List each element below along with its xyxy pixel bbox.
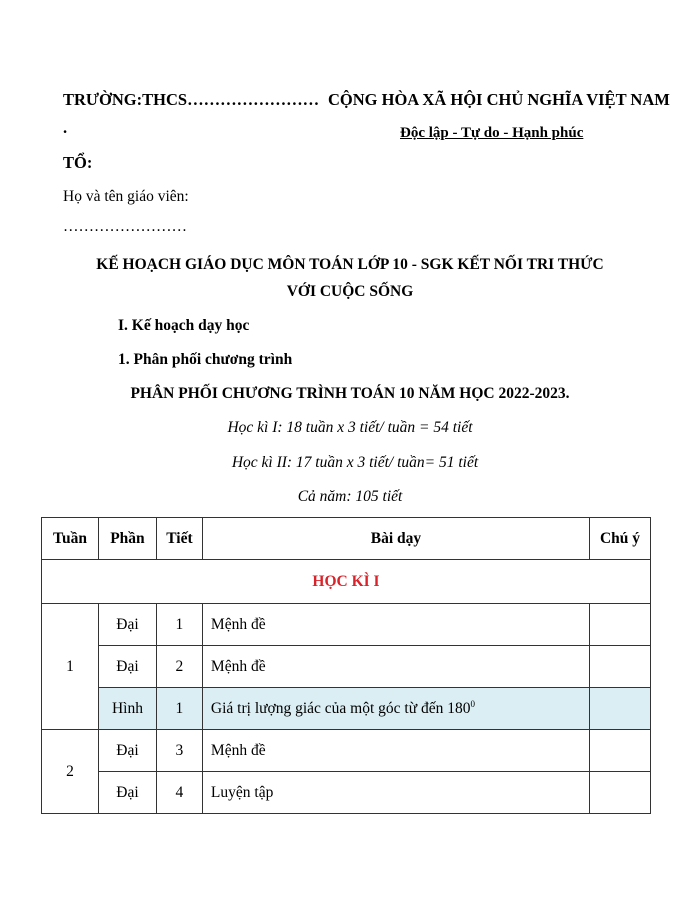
year-summary: Cả năm: 105 tiết (297, 488, 403, 505)
header-week: Tuần (42, 518, 99, 560)
section-heading: I. Kế hoạch dạy học (118, 317, 250, 334)
period-cell: 4 (156, 772, 202, 814)
header-lesson: Bài dạy (202, 518, 589, 560)
lesson-cell (202, 688, 589, 730)
note-cell (590, 772, 651, 814)
school-name: TRƯỜNG:THCS…………………… (63, 90, 320, 109)
subsection-heading: 1. Phân phối chương trình (118, 351, 293, 368)
degree-superscript: 0 (470, 698, 476, 709)
week-cell: 1 (42, 604, 99, 730)
note-cell (590, 604, 651, 646)
lesson-text: Giá trị lượng giác của một góc từ đến 180 (210, 700, 471, 718)
period-cell: 1 (156, 688, 202, 730)
part-cell: Đại (98, 730, 156, 772)
table-row (42, 730, 651, 772)
school-dot: . (63, 118, 68, 137)
part-cell: Hình (98, 688, 156, 730)
period-cell: 3 (156, 730, 202, 772)
note-cell (590, 688, 651, 730)
semester1-summary: Học kì I: 18 tuần x 3 tiết/ tuần = 54 tiết (227, 419, 473, 436)
table-row-highlighted (42, 688, 651, 730)
table-row (42, 772, 651, 814)
program-title: PHÂN PHỐI CHƯƠNG TRÌNH TOÁN 10 NĂM HỌC 2022-2023. (130, 385, 570, 402)
note-cell (590, 730, 651, 772)
header-note: Chú ý (590, 518, 651, 560)
lesson-cell: Mệnh đề (202, 730, 589, 772)
part-cell: Đại (98, 604, 156, 646)
group-label: TỔ: (63, 153, 93, 172)
motto: Độc lập - Tự do - Hạnh phúc (400, 125, 584, 141)
nation-title: CỘNG HÒA XÃ HỘI CHỦ NGHĨA VIỆT NAM (328, 90, 670, 109)
semester2-summary: Học kì II: 17 tuần x 3 tiết/ tuần= 51 tiết (231, 454, 479, 471)
table-row (42, 646, 651, 688)
part-cell: Đại (98, 646, 156, 688)
semester-row (42, 560, 651, 604)
lesson-cell: Mệnh đề (202, 604, 589, 646)
table-row (42, 604, 651, 646)
lesson-cell: Luyện tập (202, 772, 589, 814)
plan-title-line1: KẾ HOẠCH GIÁO DỤC MÔN TOÁN LỚP 10 - SGK KẾT NỐI TRI THỨC (96, 256, 604, 273)
teacher-dots: …………………… (63, 218, 187, 235)
period-cell: 1 (156, 604, 202, 646)
note-cell (590, 646, 651, 688)
week-cell: 2 (42, 730, 99, 814)
plan-title-line2: VỚI CUỘC SỐNG (286, 283, 414, 300)
semester-label: HỌC KÌ I (42, 560, 651, 604)
lesson-cell: Mệnh đề (202, 646, 589, 688)
header-part: Phần (98, 518, 156, 560)
curriculum-table (41, 517, 651, 814)
table-header-row (42, 518, 651, 560)
part-cell: Đại (98, 772, 156, 814)
period-cell: 2 (156, 646, 202, 688)
header-period: Tiết (156, 518, 202, 560)
teacher-label: Họ và tên giáo viên: (63, 188, 189, 205)
